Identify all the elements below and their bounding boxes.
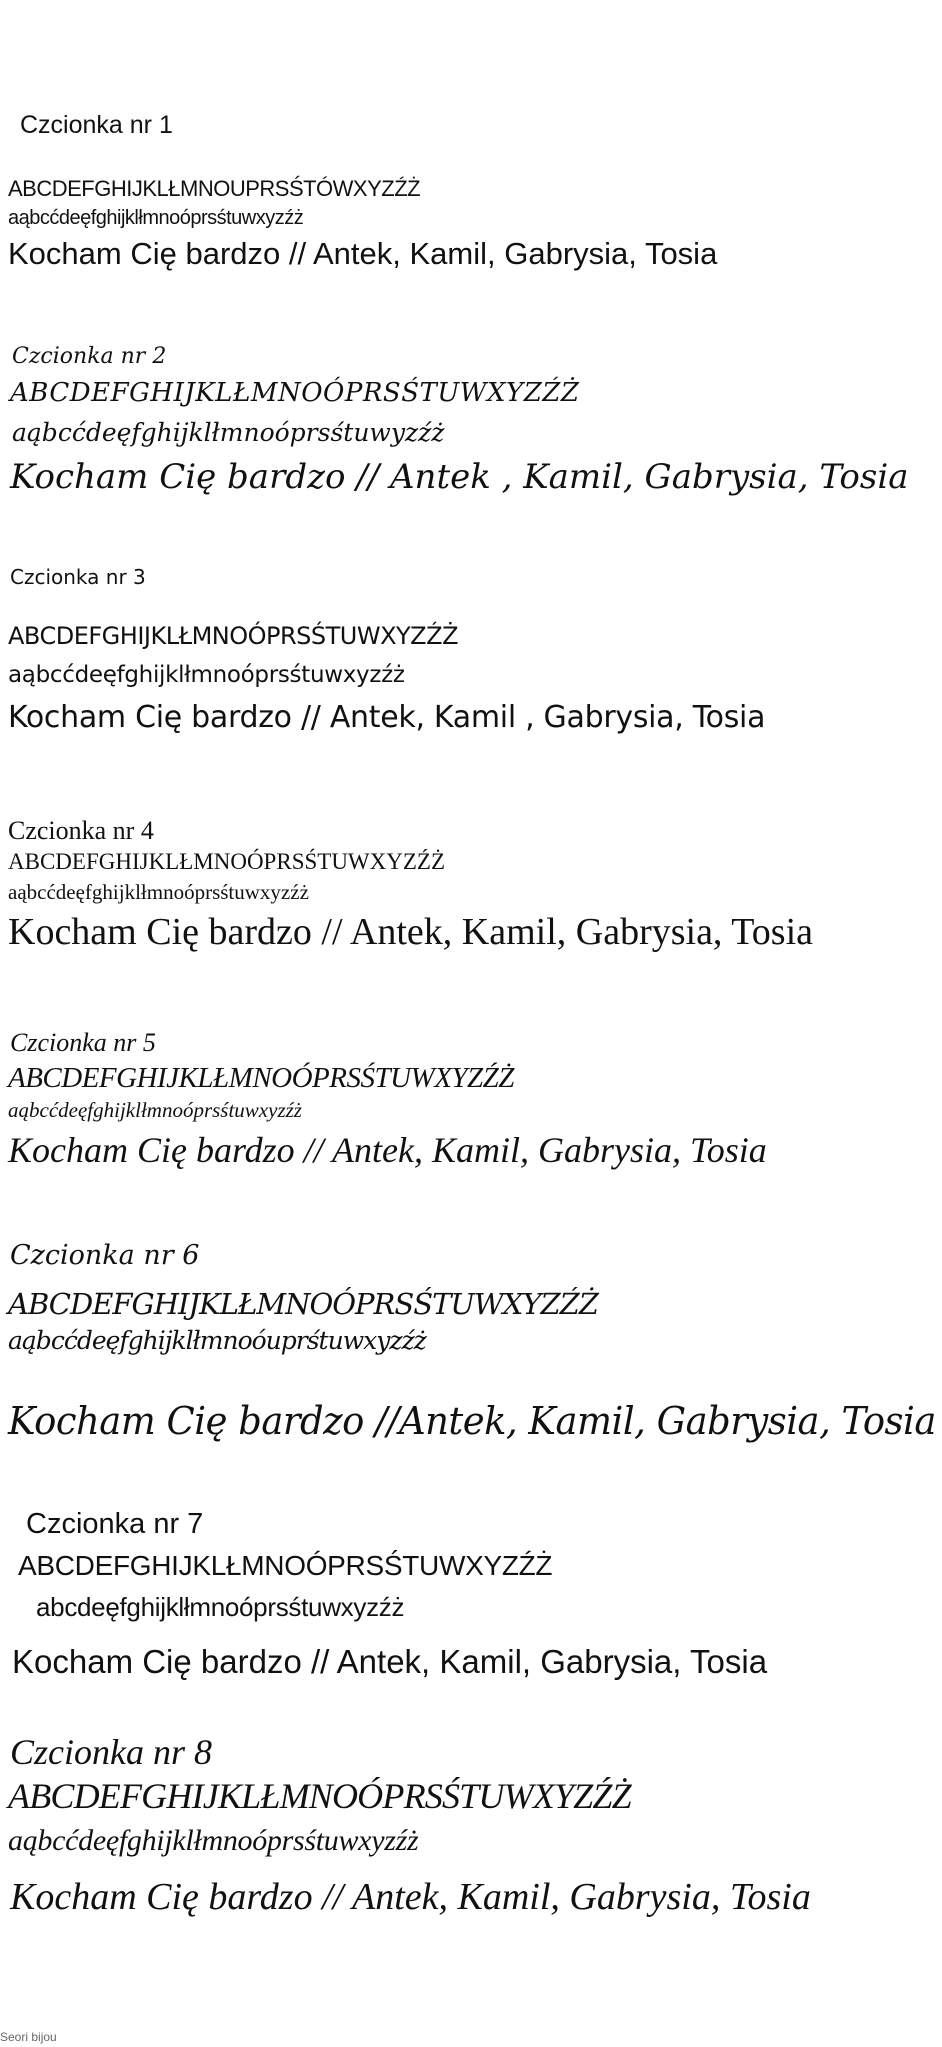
font-2-title: Czcionka nr 2 bbox=[12, 344, 167, 369]
font-8-lowercase: aąbcćdeęfghijklłmnoóprsśtuwxyzźż bbox=[8, 1824, 419, 1857]
font-3-title: Czcionka nr 3 bbox=[10, 565, 146, 589]
font-5-uppercase: ABCDEFGHIJKLŁMNOÓPRSŚTUWXYZŹŻ bbox=[8, 1062, 514, 1094]
font-4-title: Czcionka nr 4 bbox=[8, 816, 154, 845]
font-6-uppercase: ABCDEFGHIJKLŁMNOÓPRSŚTUWXYZŹŻ bbox=[8, 1287, 598, 1321]
font-1-sample: Kocham Cię bardzo // Antek, Kamil, Gabrysia, Tosia bbox=[8, 236, 718, 271]
font-4-uppercase: ABCDEFGHIJKLŁMNOÓPRSŚTUWXYZŹŻ bbox=[8, 849, 446, 874]
font-5-title: Czcionka nr 5 bbox=[10, 1028, 156, 1057]
font-4-lowercase: aąbcćdeęfghijklłmnoóprsśtuwxyzźż bbox=[8, 880, 309, 904]
font-5-lowercase: aąbcćdeęfghijklłmnoóprsśtuwxyzźż bbox=[8, 1098, 302, 1122]
font-6-sample: Kocham Cię bardzo //Antek, Kamil, Gabrysia, Tosia bbox=[8, 1399, 936, 1443]
font-1-uppercase: ABCDEFGHIJKLŁMNOUPRSŚTÓWXYZŹŻ bbox=[8, 176, 421, 201]
font-7-sample: Kocham Cię bardzo // Antek, Kamil, Gabrysia, Tosia bbox=[12, 1643, 768, 1680]
font-8-sample: Kocham Cię bardzo // Antek, Kamil, Gabrysia, Tosia bbox=[10, 1876, 811, 1918]
font-3-lowercase: aąbcćdeęfghijklłmnoóprsśtuwxyzźż bbox=[8, 662, 405, 688]
font-4-sample: Kocham Cię bardzo // Antek, Kamil, Gabrysia, Tosia bbox=[8, 911, 814, 953]
font-7-title: Czcionka nr 7 bbox=[26, 1508, 204, 1540]
font-7-uppercase: ABCDEFGHIJKLŁMNOÓPRSŚTUWXYZŹŻ bbox=[18, 1550, 553, 1581]
footer-watermark: Seori bijou bbox=[0, 2030, 57, 2044]
font-5-sample: Kocham Cię bardzo // Antek, Kamil, Gabrysia, Tosia bbox=[8, 1130, 767, 1170]
font-3-uppercase: ABCDEFGHIJKLŁMNOÓPRSŚTUWXYZŹŻ bbox=[8, 622, 459, 650]
font-7-lowercase: abcdeęfghijklłmnoóprsśtuwxyzźż bbox=[36, 1592, 405, 1622]
font-2-lowercase: aąbcćdeęfghijklłmnoóprsśtuwyzźż bbox=[12, 418, 445, 447]
font-6-lowercase: aąbcćdeęfghijklłmnoóuprśtuwxyzźż bbox=[8, 1326, 426, 1355]
font-8-title: Czcionka nr 8 bbox=[10, 1732, 212, 1772]
font-1-lowercase: aąbcćdeęfghijklłmnoóprsśtuwxyzźż bbox=[8, 207, 304, 229]
font-2-sample: Kocham Cię bardzo // Antek , Kamil, Gabrysia, Tosia bbox=[10, 457, 909, 497]
font-2-uppercase: ABCDEFGHIJKLŁMNOÓPRSŚTUWXYZŹŻ bbox=[10, 378, 580, 408]
font-1-title: Czcionka nr 1 bbox=[20, 111, 173, 139]
font-6-title: Czcionka nr 6 bbox=[10, 1240, 200, 1271]
font-8-uppercase: ABCDEFGHIJKLŁMNOÓPRSŚTUWXYZŹŻ bbox=[8, 1776, 631, 1816]
font-3-sample: Kocham Cię bardzo // Antek, Kamil , Gabrysia, Tosia bbox=[8, 700, 766, 735]
